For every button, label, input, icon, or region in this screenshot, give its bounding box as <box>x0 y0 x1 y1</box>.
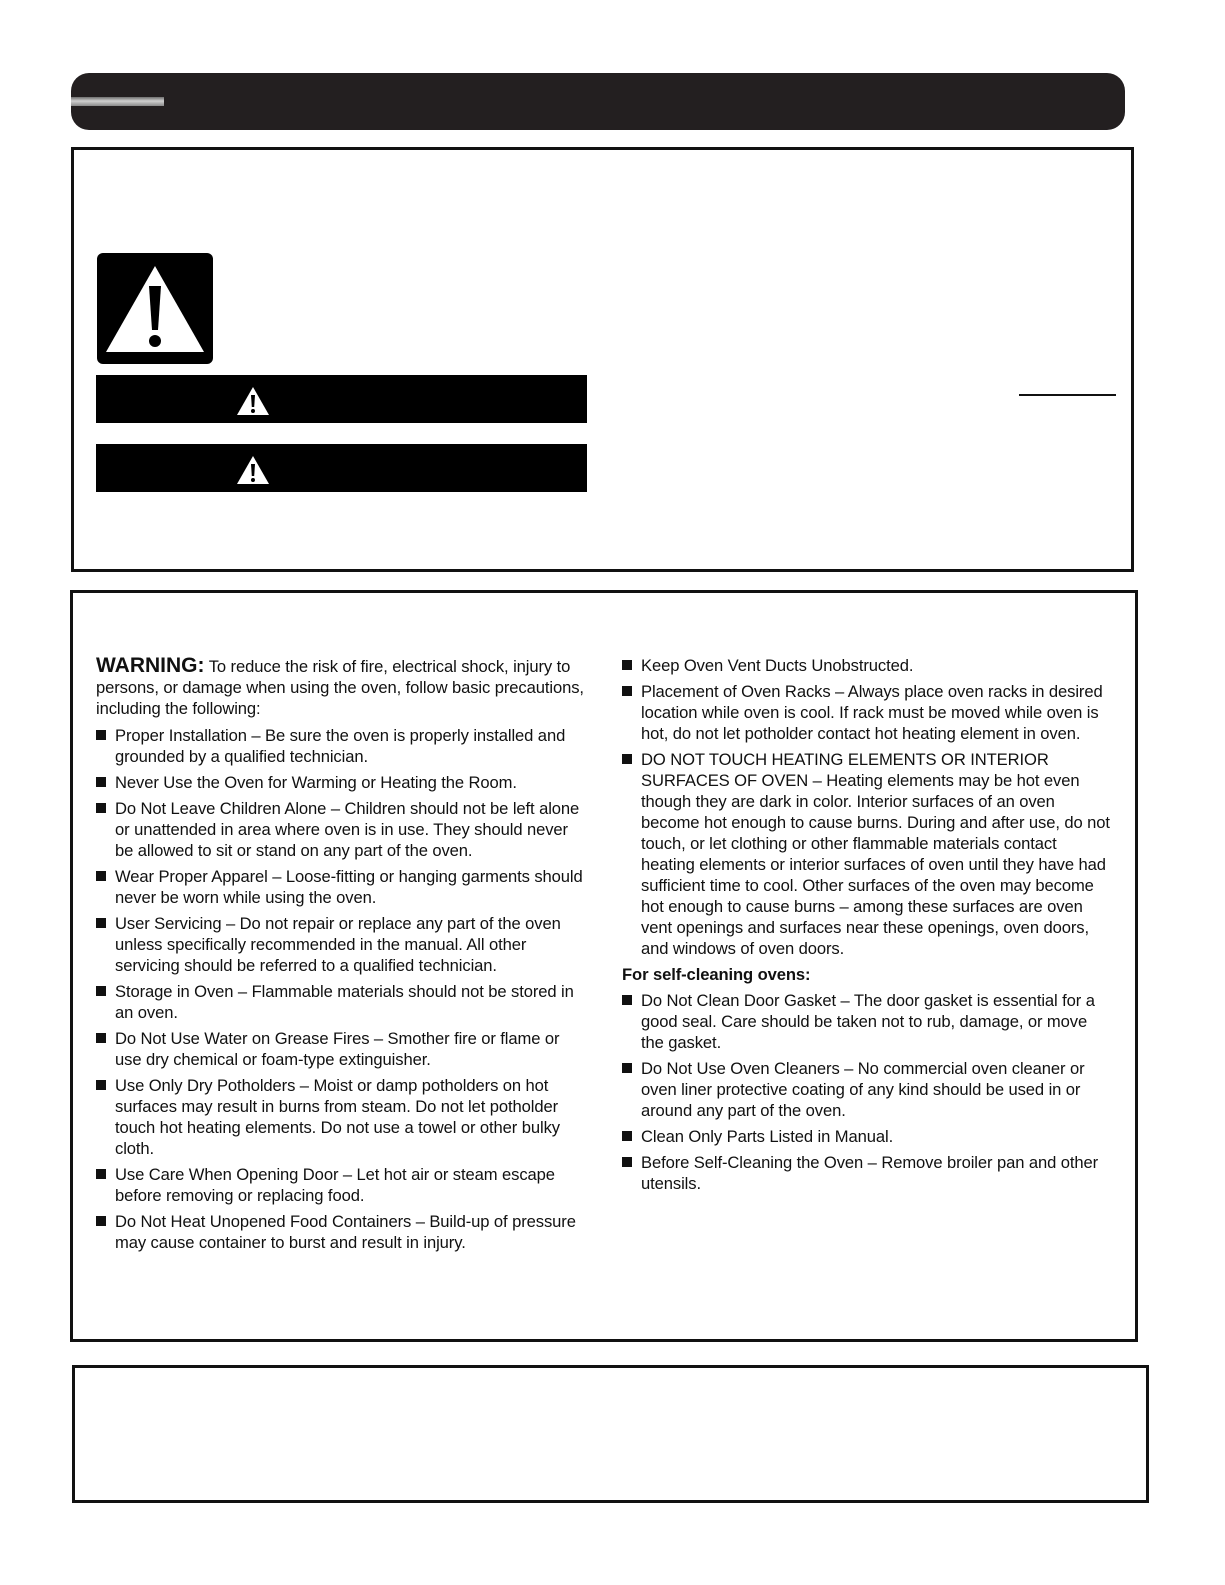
safety-instructions-box <box>70 590 1138 1342</box>
list-item <box>96 1164 586 1206</box>
square-bullet-icon <box>96 871 106 881</box>
list-item-text: Before Self-Cleaning the Oven – Remove broiler pan and other utensils. <box>641 1153 1099 1193</box>
list-item-text: Do Not Heat Unopened Food Containers – Build-up of pressure may cause container to burst and result in injury. <box>115 1212 576 1252</box>
square-bullet-icon <box>96 1033 106 1043</box>
list-item <box>622 990 1112 1053</box>
instructions-right-column <box>622 655 1112 1199</box>
list-item <box>622 1126 1112 1147</box>
list-item <box>96 981 586 1023</box>
list-item <box>622 1152 1112 1194</box>
list-item-text: Keep Oven Vent Ducts Unobstructed. <box>641 656 914 675</box>
list-item-text: Use Care When Opening Door – Let hot air or steam escape before removing or replacing food. <box>115 1165 555 1205</box>
square-bullet-icon <box>96 803 106 813</box>
square-bullet-icon <box>622 660 632 670</box>
square-bullet-icon <box>96 986 106 996</box>
self-cleaning-list <box>622 990 1112 1194</box>
list-item <box>96 913 586 976</box>
list-item <box>96 798 586 861</box>
warning-word: WARNING: <box>96 654 205 677</box>
list-item-text: Wear Proper Apparel – Loose-fitting or hanging garments should never be worn while using the oven. <box>115 867 583 907</box>
list-item <box>96 1028 586 1070</box>
list-item-text: Do Not Leave Children Alone – Children should not be left alone or unattended in area where oven is in use. They should never be allowed to sit or stand on any part of the oven. <box>115 799 580 860</box>
safety-intro-box <box>71 147 1134 572</box>
instructions-left-column <box>96 655 586 1258</box>
warning-intro <box>96 655 586 719</box>
header-accent-stripe <box>71 97 164 106</box>
list-item <box>96 866 586 908</box>
square-bullet-icon <box>622 754 632 764</box>
square-bullet-icon <box>96 918 106 928</box>
precautions-list-right <box>622 655 1112 959</box>
list-item-text: Use Only Dry Potholders – Moist or damp potholders on hot surfaces may result in burns from steam. Do not let potholder touch hot heating elements. Do not use a towel or other bulky cloth. <box>115 1076 560 1158</box>
list-item-text: Placement of Oven Racks – Always place oven racks in desired location while oven is cool. If rack must be moved while oven is hot, do not let potholder contact hot heating element in oven. <box>641 682 1103 743</box>
square-bullet-icon <box>622 1131 632 1141</box>
list-item <box>622 1058 1112 1121</box>
list-item-text: Do Not Use Water on Grease Fires – Smother fire or flame or use dry chemical or foam-type extinguisher. <box>115 1029 560 1069</box>
square-bullet-icon <box>622 1157 632 1167</box>
self-cleaning-heading: For self-cleaning ovens: <box>622 965 811 984</box>
square-bullet-icon <box>622 995 632 1005</box>
square-bullet-icon <box>96 1080 106 1090</box>
warning-intro-text: To reduce the risk of fire, electrical shock, injury to persons, or damage when using the oven, follow basic precautions, including the following: <box>96 657 584 718</box>
list-item-text: Do Not Use Oven Cleaners – No commercial oven cleaner or oven liner protective coating of any kind should be used in or around any part of the oven. <box>641 1059 1085 1120</box>
list-item <box>96 772 586 793</box>
square-bullet-icon <box>96 1216 106 1226</box>
square-bullet-icon <box>96 1169 106 1179</box>
underline-rule <box>1019 394 1116 396</box>
list-item-text: Storage in Oven – Flammable materials should not be stored in an oven. <box>115 982 574 1022</box>
list-item <box>622 749 1112 959</box>
square-bullet-icon <box>622 1063 632 1073</box>
list-item-text: DO NOT TOUCH HEATING ELEMENTS OR INTERIOR SURFACES OF OVEN – Heating elements may be hot even though they are dark in color. Interior surfaces of an oven become hot enough to cause burns. During and after use, do not touch, or let clothing or other flammable materials contact heating elements or interior surfaces of oven until they have had sufficient time to cool. Other surfaces of the oven may become hot enough to cause burns – among these surfaces are oven vent openings and surfaces near these openings, oven doors, and windows of oven doors. <box>641 750 1110 958</box>
section-header-bar <box>71 73 1125 130</box>
square-bullet-icon <box>622 686 632 696</box>
list-item-text: Proper Installation – Be sure the oven is properly installed and grounded by a qualified technician. <box>115 726 566 766</box>
square-bullet-icon <box>96 777 106 787</box>
warning-triangle-icon <box>96 252 214 365</box>
warning-triangle-icon <box>236 386 270 416</box>
square-bullet-icon <box>96 730 106 740</box>
list-item <box>96 725 586 767</box>
list-item-text: Never Use the Oven for Warming or Heating the Room. <box>115 773 517 792</box>
warning-triangle-icon <box>236 455 270 485</box>
list-item-text: Do Not Clean Door Gasket – The door gasket is essential for a good seal. Care should be taken not to rub, damage, or move the gasket. <box>641 991 1095 1052</box>
danger-signal-bar <box>96 375 587 423</box>
list-item-text: Clean Only Parts Listed in Manual. <box>641 1127 894 1146</box>
precautions-list-left <box>96 725 586 1253</box>
list-item-text: User Servicing – Do not repair or replace any part of the oven unless specifically recommended in the manual. All other servicing should be referred to a qualified technician. <box>115 914 561 975</box>
warning-signal-bar <box>96 444 587 492</box>
list-item <box>96 1075 586 1159</box>
list-item <box>622 655 1112 676</box>
bottom-notice-box <box>72 1365 1149 1503</box>
list-item <box>96 1211 586 1253</box>
list-item <box>622 681 1112 744</box>
